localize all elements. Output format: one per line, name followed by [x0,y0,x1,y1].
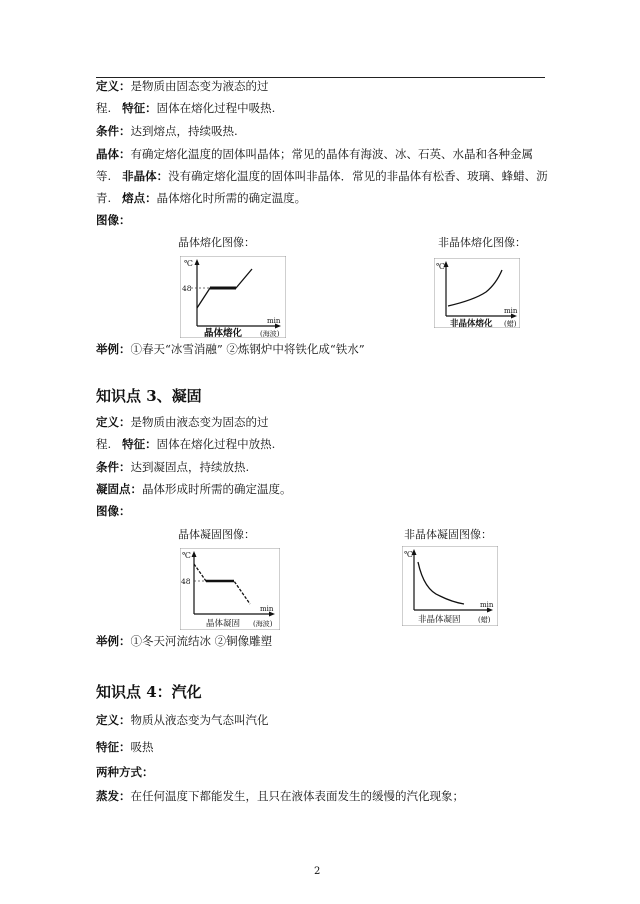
freezing-heading: 知识点 3、凝固 [96,387,202,405]
crystal-freezing-graph [180,548,280,630]
x-unit-label: min [260,605,274,613]
graph-note: (海波) [260,330,280,338]
graph-note: (蜡) [478,616,491,624]
graph-frame [434,258,520,328]
freezing-feature: 程. 特征：固体在熔化过程中放热. [96,437,276,451]
graph-title: 非晶体熔化 [450,319,493,328]
melting-definition: 定义：是物质由固态变为液态的过 [96,79,269,93]
y-tick-label: 48 [182,284,192,293]
melting-image-label: 图像： [96,213,131,227]
crystal-melting-caption: 晶体熔化图像： [178,236,255,249]
y-unit-label: ℃ [404,550,413,559]
graph-title: 晶体熔化 [204,328,243,338]
graph-title: 晶体凝固 [206,619,241,629]
graph-note: (蜡) [504,320,517,328]
x-unit-label: min [480,601,494,609]
melting-feature: 程. 特征：固体在熔化过程中吸热. [96,101,276,115]
y-unit-label: ℃ [182,551,191,560]
vaporization-ways: 两种方式： [96,765,154,779]
x-unit-label: min [267,317,281,325]
noncrystal-freezing-caption: 非晶体凝固图像： [404,528,492,541]
y-unit-label: ℃ [184,259,193,268]
freezing-condition: 条件：达到凝固点，持续放热. [96,460,250,474]
noncrystal-melting-graph [434,258,520,328]
crystal-melting-graph [180,256,286,338]
noncrystal-definition: 等. 非晶体：没有确定熔化温度的固体叫非晶体．常见的非晶体有松香、玻璃、蜂蜡、沥 [96,169,548,183]
vaporization-definition: 定义：物质从液态变为气态叫汽化 [96,713,269,727]
vaporization-heading: 知识点 4：汽化 [96,683,202,701]
noncrystal-freezing-graph [402,546,498,626]
y-unit-label: ℃ [436,262,445,271]
vaporization-feature: 特征：吸热 [96,740,154,754]
evaporation-definition: 蒸发：在任何温度下都能发生，且只在液体表面发生的缓慢的汽化现象； [96,789,464,803]
melting-examples: 举例：①春天“冰雪消融” ②炼钢炉中将铁化成“铁水” [96,342,365,356]
crystal-definition: 晶体：有确定熔化温度的固体叫晶体；常见的晶体有海波、冰、石英、水晶和各种金属 [96,147,533,161]
x-unit-label: min [504,307,518,315]
graph-title: 非晶体凝固 [418,615,461,625]
graph-frame [402,546,498,626]
freezing-image-label: 图像： [96,504,131,518]
freezing-examples: 举例：①冬天河流结冰 ②铜像雕塑 [96,634,273,648]
graph-frame [180,548,280,630]
page-number: 2 [314,866,321,877]
freezing-definition: 定义：是物质由液态变为固态的过 [96,415,269,429]
graph-note: (海波) [253,620,273,628]
melting-point: 青. 熔点：晶体熔化时所需的确定温度。 [96,191,307,205]
freezing-point: 凝固点：晶体形成时所需的确定温度。 [96,482,292,496]
crystal-freezing-caption: 晶体凝固图像： [178,528,255,541]
melting-condition: 条件：达到熔点，持续吸热. [96,124,238,138]
y-tick-label: 48 [181,577,191,586]
noncrystal-melting-caption: 非晶体熔化图像： [438,236,526,249]
